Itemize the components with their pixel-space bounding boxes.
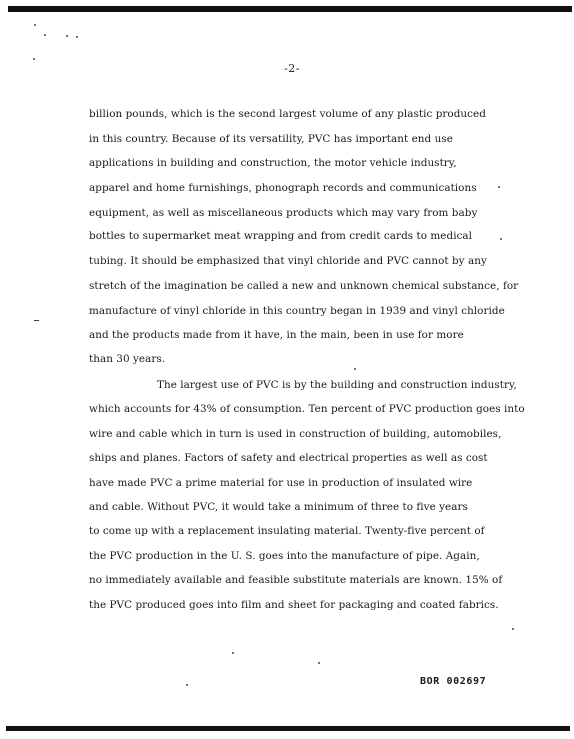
page-number: -2- — [284, 62, 300, 75]
text-line: billion pounds, which is the second largest volume of any plastic produced — [89, 108, 486, 120]
text-line: ships and planes. Factors of safety and electrical properties as well as cost — [89, 452, 488, 464]
text-line: wire and cable which in turn is used in construction of building, automobiles, — [89, 428, 502, 440]
bottom-border-rule — [6, 726, 570, 731]
text-line: have made PVC a prime material for use in production of insulated wire — [89, 477, 473, 489]
text-line: the PVC produced goes into film and sheet for packaging and coated fabrics. — [89, 599, 499, 611]
text-line: the PVC production in the U. S. goes into the manufacture of pipe. Again, — [89, 550, 480, 562]
scan-speck — [186, 684, 188, 686]
scan-speck — [34, 320, 39, 321]
text-line: in this country. Because of its versatility, PVC has important end use — [89, 133, 453, 145]
scan-speck — [66, 35, 68, 37]
text-line: no immediately available and feasible substitute materials are known. 15% of — [89, 574, 503, 586]
scan-speck — [354, 368, 356, 370]
scan-speck — [512, 628, 514, 630]
text-line: equipment, as well as miscellaneous products which may vary from baby — [89, 207, 478, 219]
text-line: The largest use of PVC is by the building and construction industry, — [157, 379, 517, 391]
text-line: applications in building and construction, the motor vehicle industry, — [89, 157, 457, 169]
scan-speck — [44, 34, 46, 36]
text-line: apparel and home furnishings, phonograph records and communications — [89, 182, 477, 194]
scan-speck — [500, 238, 502, 240]
text-line: manufacture of vinyl chloride in this country began in 1939 and vinyl chloride — [89, 305, 505, 317]
scan-speck — [33, 58, 35, 60]
scan-speck — [34, 24, 36, 26]
top-border-rule — [8, 6, 572, 12]
scan-speck — [76, 36, 78, 38]
scan-speck — [498, 186, 500, 188]
text-line: and cable. Without PVC, it would take a minimum of three to five years — [89, 501, 468, 513]
text-line: which accounts for 43% of consumption. Ten percent of PVC production goes into — [89, 403, 525, 415]
text-line: tubing. It should be emphasized that vinyl chloride and PVC cannot by any — [89, 255, 487, 267]
bates-number: BOR 002697 — [420, 676, 487, 687]
text-line: stretch of the imagination be called a new and unknown chemical substance, for — [89, 280, 519, 292]
text-line: and the products made from it have, in the main, been in use for more — [89, 329, 464, 341]
text-line: than 30 years. — [89, 353, 166, 365]
scan-speck — [318, 662, 320, 664]
text-line: bottles to supermarket meat wrapping and from credit cards to medical — [89, 230, 473, 242]
scan-speck — [232, 652, 234, 654]
text-line: to come up with a replacement insulating material. Twenty-five percent of — [89, 525, 485, 537]
